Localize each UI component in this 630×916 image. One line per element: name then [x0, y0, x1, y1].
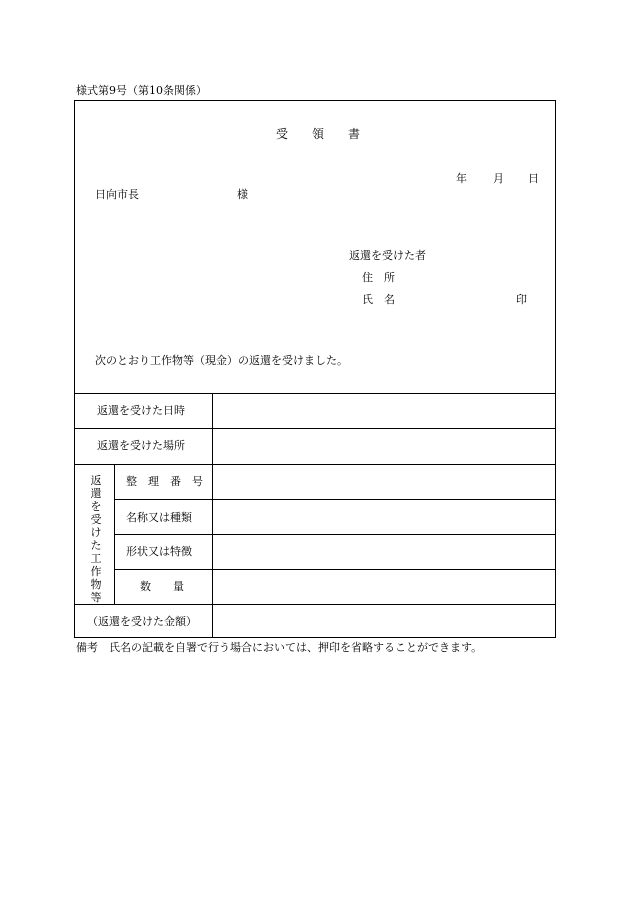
row-rule-2 [74, 464, 556, 465]
form-title: 受 領 書 [276, 127, 361, 141]
sub-label-quantity: 数 量 [140, 580, 184, 593]
group-char: 還 [90, 487, 102, 500]
sub-label-shape: 形状又は特徴 [126, 545, 192, 558]
row-label-datetime: 返還を受けた日時 [97, 404, 185, 417]
seal-mark: 印 [516, 293, 527, 306]
row-rule-1 [74, 428, 556, 429]
group-char: た [90, 539, 102, 552]
row-rule-3 [114, 499, 556, 500]
recipient-heading: 返還を受けた者 [349, 249, 426, 262]
group-char: 返 [90, 474, 102, 487]
date-day: 日 [528, 172, 539, 185]
recipient-address-label: 住 所 [362, 271, 395, 284]
note-text: 備考 氏名の記載を自署で行う場合においては、押印を省略することができます。 [76, 641, 483, 654]
date-year: 年 [456, 172, 467, 185]
group-char: 受 [90, 513, 102, 526]
group-char: を [90, 500, 102, 513]
addressee-honorific: 様 [237, 188, 248, 201]
row-label-amount: （返還を受けた金額） [87, 615, 197, 628]
group-char: 工 [90, 552, 102, 565]
row-rule-4 [114, 534, 556, 535]
form-number: 様式第9号（第10条関係） [76, 84, 207, 97]
group-char: 等 [90, 591, 102, 604]
date-month: 月 [493, 172, 504, 185]
statement-text: 次のとおり工作物等（現金）の返還を受けました。 [95, 354, 348, 367]
row-rule-6 [74, 604, 556, 605]
column-rule-label [212, 393, 213, 638]
group-char: け [90, 526, 102, 539]
table-top-rule [74, 393, 556, 394]
column-rule-group [114, 464, 115, 604]
recipient-name-label: 氏 名 [362, 293, 395, 306]
sub-label-number: 整 理 番 号 [126, 475, 203, 488]
group-char: 物 [90, 578, 102, 591]
group-label-vertical [89, 474, 103, 604]
row-rule-5 [114, 569, 556, 570]
group-char: 作 [90, 565, 102, 578]
row-label-place: 返還を受けた場所 [97, 439, 185, 452]
addressee-name: 日向市長 [95, 188, 139, 201]
sub-label-name: 名称又は種類 [126, 511, 192, 524]
